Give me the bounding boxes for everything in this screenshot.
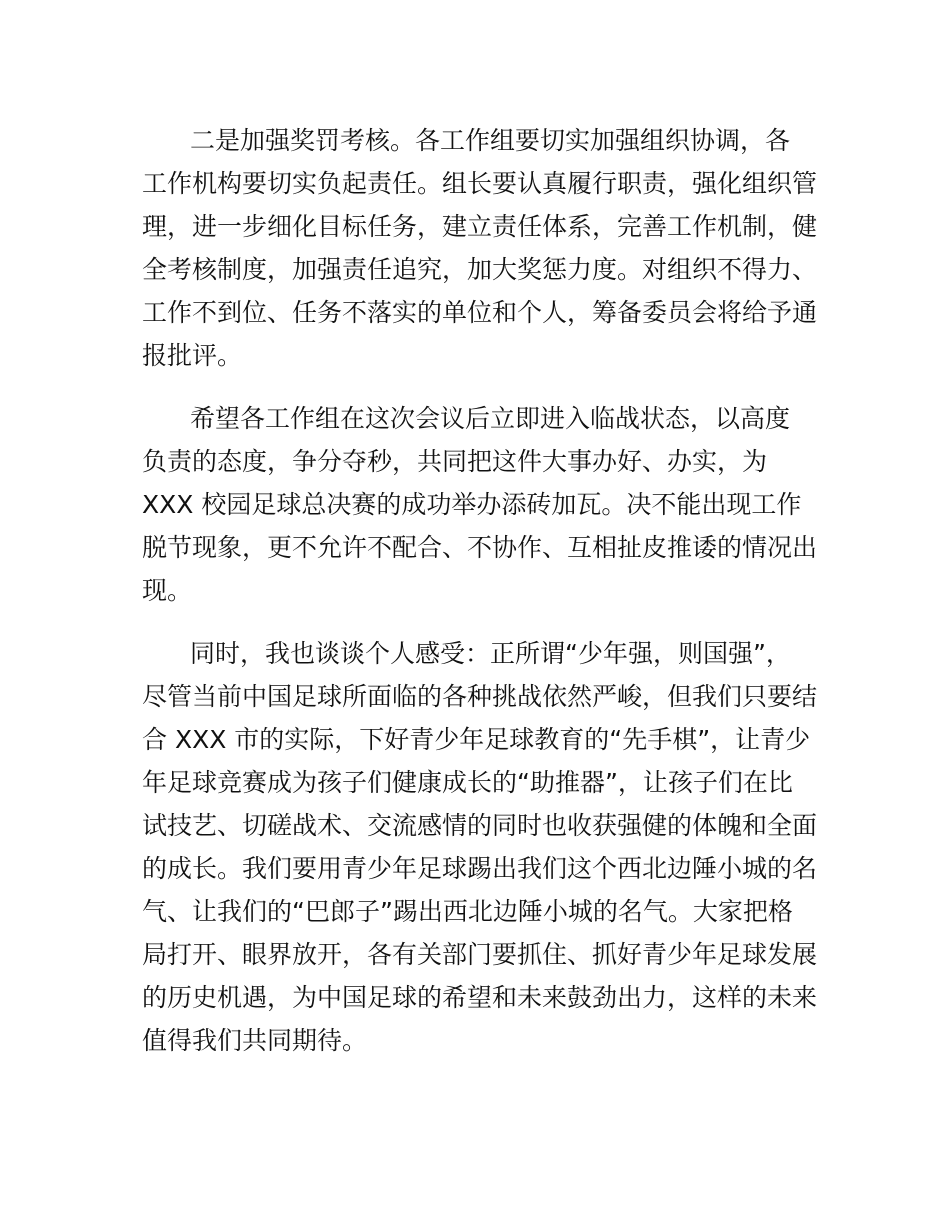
paragraph-3-line-5: 试技艺、切磋战术、交流感情的同时也收获强健的体魄和全面 [142, 811, 818, 840]
paragraph-2-line-4: 脱节现象，更不允许不配合、不协作、互相扯皮推诿的情况出 [142, 533, 818, 562]
paragraph-2-line-2: 负责的态度，争分夺秒，共同把这件大事办好、办实，为 [142, 447, 768, 476]
paragraph-3-line-4: 年足球竞赛成为孩子们健康成长的“助推器”，让孩子们在比 [142, 768, 793, 797]
paragraph-3-line-8: 局打开、眼界放开，各有关部门要抓住、抓好青少年足球发展 [142, 940, 818, 969]
paragraph-3-line-1: 同时，我也谈谈个人感受：正所谓“少年强，则国强”， [190, 639, 791, 668]
paragraph-1-line-6: 报批评。 [142, 341, 243, 370]
paragraph-1-line-4: 全考核制度，加强责任追究，加大奖惩力度。对组织不得力、 [142, 255, 818, 284]
paragraph-1-line-1: 二是加强奖罚考核。各工作组要切实加强组织协调，各 [190, 126, 791, 155]
paragraph-1-line-2: 工作机构要切实负起责任。组长要认真履行职责，强化组织管 [142, 169, 818, 198]
paragraph-1-line-5: 工作不到位、任务不落实的单位和个人，筹备委员会将给予通 [142, 298, 818, 327]
paragraph-3-line-7: 气、让我们的“巴郎子”踢出西北边陲小城的名气。大家把格 [142, 897, 793, 926]
paragraph-2-line-1: 希望各工作组在这次会议后立即进入临战状态，以高度 [190, 404, 791, 433]
paragraph-3-line-3: 合 XXX 市的实际，下好青少年足球教育的“先手棋”，让青少 [142, 725, 811, 754]
paragraph-3-line-6: 的成长。我们要用青少年足球踢出我们这个西北边陲小城的名 [142, 854, 818, 883]
paragraph-2-line-5: 现。 [142, 576, 193, 605]
paragraph-3-line-2: 尽管当前中国足球所面临的各种挑战依然严峻，但我们只要结 [142, 682, 818, 711]
paragraph-3-line-9: 的历史机遇，为中国足球的希望和未来鼓劲出力，这样的未来 [142, 983, 818, 1012]
paragraph-3-line-10: 值得我们共同期待。 [142, 1026, 368, 1055]
paragraph-2-line-3: XXX 校园足球总决赛的成功举办添砖加瓦。决不能出现工作 [142, 490, 802, 519]
paragraph-1-line-3: 理，进一步细化目标任务，建立责任体系，完善工作机制，健 [142, 212, 818, 241]
